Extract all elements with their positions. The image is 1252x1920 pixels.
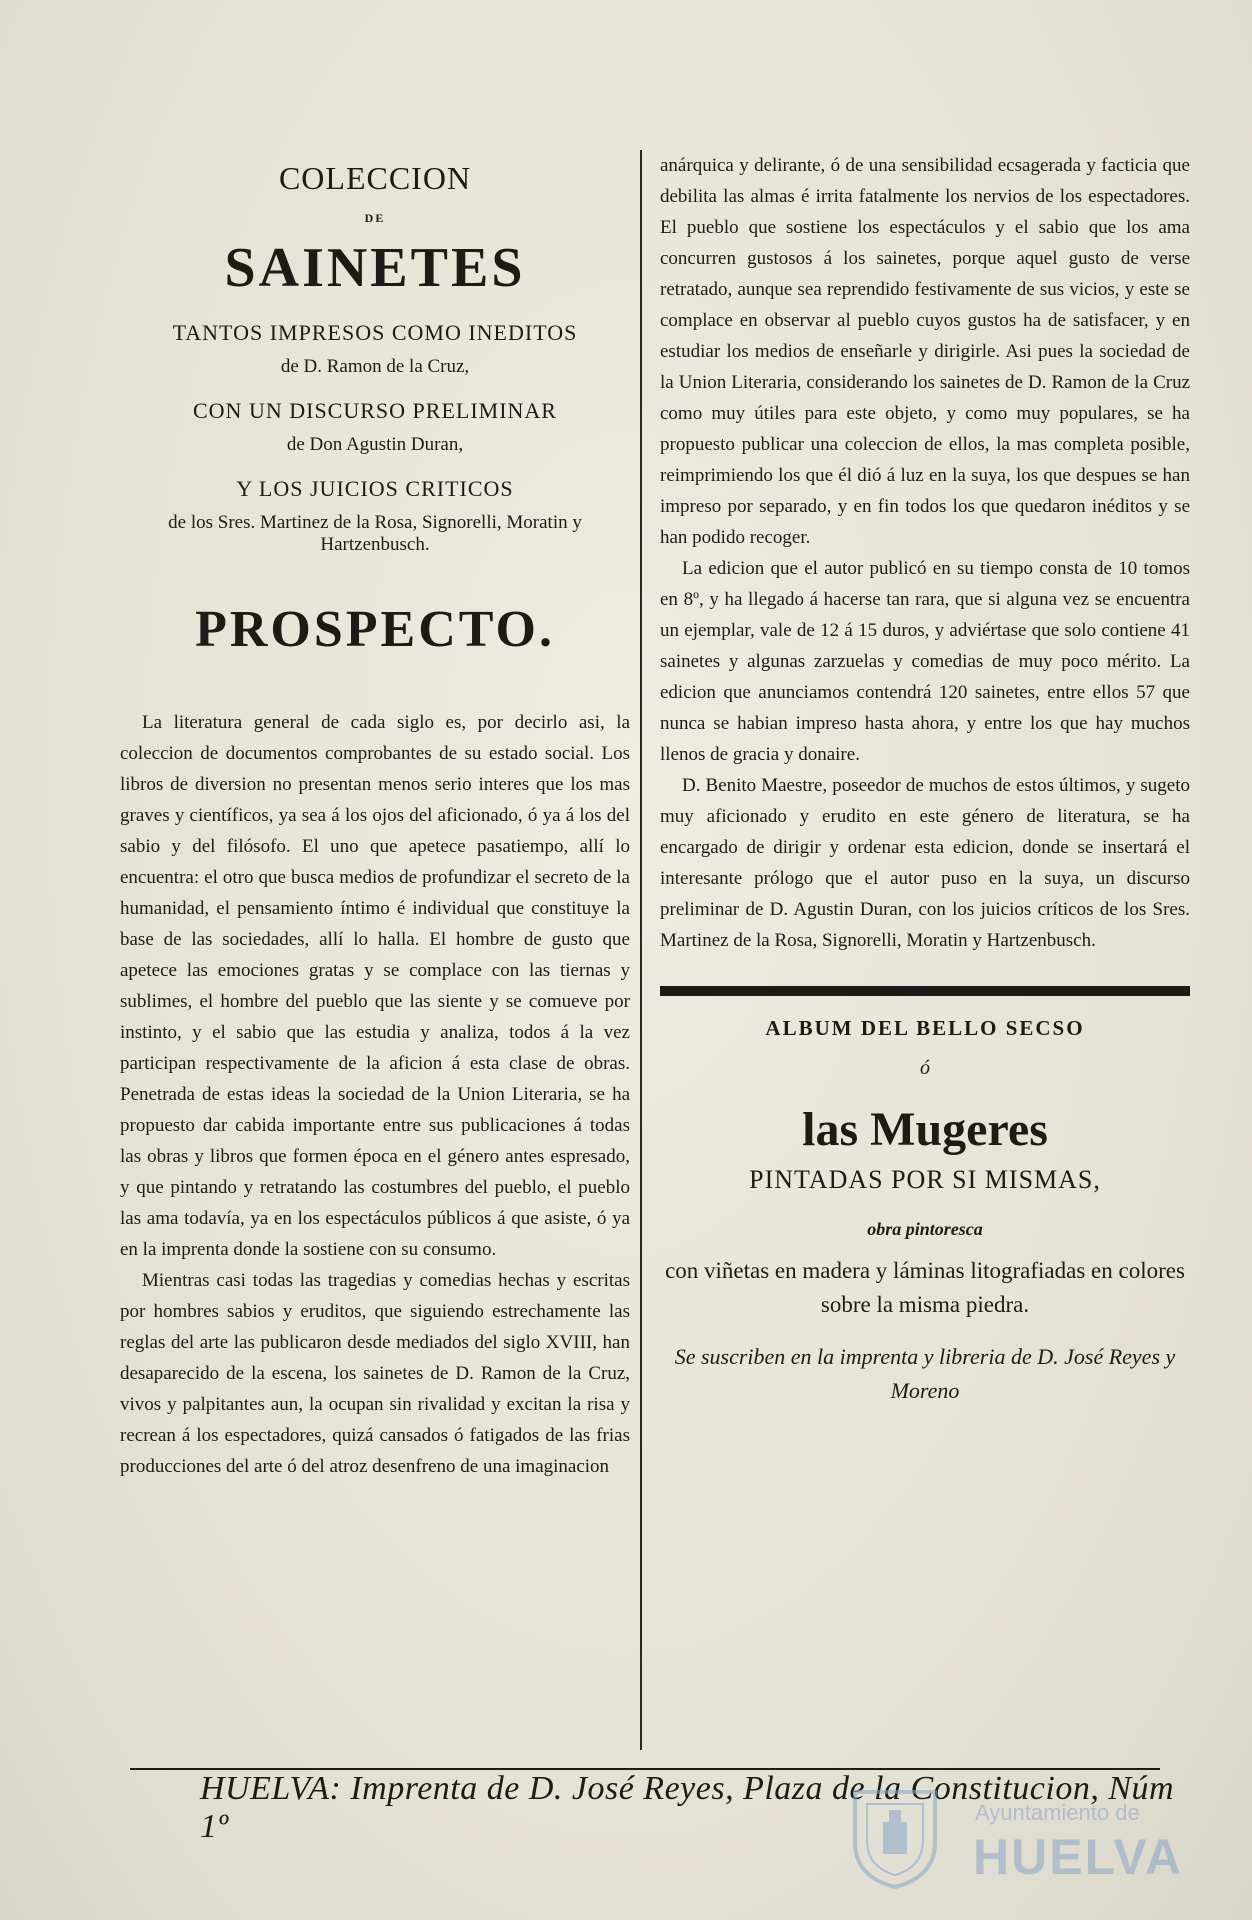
album-obra: obra pintoresca [867, 1219, 983, 1239]
album-title: ALBUM DEL BELLO SECSO [765, 1016, 1085, 1040]
album-o: ó [920, 1057, 930, 1079]
subtitle-ramon: de D. Ramon de la Cruz, [280, 356, 470, 377]
prospecto-paragraph-2: Mientras casi todas las tragedias y comedias hechas y escritas por hombres sabios y eruditos, que siguiendo estrechamente las reglas del arte las publicaron desde mediados del siglo XVIII, han desaparecido de la escena, los sainetes de D. Ramon de la Cruz, vivos y palpitantes aun, la ocupan sin rivalidad y excitan la risa y recrean á los espectadores, quizá cansados ó fatigados de las frias producciones del arte ó del atroz desenfreno de una imaginacion [120, 1270, 630, 1477]
title-de: DE [364, 211, 386, 225]
title-coleccion: COLECCION [278, 160, 472, 196]
album-vinetas: con viñetas en madera y láminas litografiadas en colores sobre la misma piedra. [665, 1258, 1185, 1317]
album-suscriben: Se suscriben en la imprenta y libreria de D. José Reyes y Moreno [674, 1344, 1176, 1403]
ayuntamiento-watermark [845, 1770, 1205, 1900]
subtitle-juicios: Y LOS JUICIOS CRITICOS [236, 476, 514, 501]
prospecto-heading: PROSPECTO. [195, 601, 555, 658]
prospecto-paragraph-1: La literatura general de cada siglo es, por decirlo asi, la coleccion de documentos comprobantes de su estado social. Los libros de diversion no presentan menos serio interes que los mas graves y científicos, ya sea á los ojos del aficionado, ó ya á los del sabio y del filósofo. El uno que apetece pasatiempo, allí lo encuentra: el otro que busca medios de profundizar el secreto de la humanidad, el pensamiento íntimo é individual que constituye la base de las sociedades, allí lo halla. El hombre de gusto que apetece las emociones gratas y se complace con las tiernas y sublimes, el hombre del pueblo que las siente y se comueve por instinto, y el sabio que las estudia y analiza, todos á la vez participan respectivamente de la aficion á esta clase de obras. Penetrada de estas ideas la sociedad de la Union Literaria, se ha propuesto dar cabida importante entre sus publicaciones á todas las obras y libros que formen época en el género antes espresado, y que pintando y retratando las costumbres del pueblo, el pueblo las ama todavía, ya en los espectáculos públicos á que asiste, ó ya en la imprenta donde la sostiene con su consumo. [120, 712, 630, 1260]
album-mugeres: las Mugeres [802, 1103, 1048, 1156]
section-rule-thick [660, 986, 1190, 996]
album-pintadas: PINTADAS POR SI MISMAS, [749, 1165, 1101, 1194]
right-column [660, 150, 1190, 1408]
column-divider [640, 150, 642, 1750]
subtitle-impresos: TANTOS IMPRESOS COMO INEDITOS [172, 320, 578, 345]
subtitle-duran: de Don Agustin Duran, [286, 434, 464, 455]
subtitle-discurso: CON UN DISCURSO PRELIMINAR [193, 398, 557, 423]
city-shield-icon [845, 1782, 945, 1892]
watermark-line-1: Ayuntamiento de [975, 1800, 1140, 1825]
prospecto-paragraph-continued: anárquica y delirante, ó de una sensibilidad ecsagerada y facticia que debilita las almas é irrita fatalmente los nervios de los espectadores. El pueblo que sostiene los espectáculos y el sabio que los ama concurren gustosos á los sainetes, porque aquel gusto de verse retratado, aunque sea reprendido festivamente de sus vicios, y este se complace en observar al pueblo cuyos gustos ha de satisfacer, y en estudiar los medios de enseñarle y dirigirle. Asi pues la sociedad de la Union Literaria, considerando los sainetes de D. Ramon de la Cruz como muy útiles para este objeto, y como muy populares, se ha propuesto publicar una coleccion de ellos, la mas completa posible, reimprimiendo los que él dió á luz en la suya, los que despues se han impreso por separado, y en fin todos los que quedaron inéditos y se han podido recoger. [660, 155, 1190, 548]
watermark-line-2: HUELVA [973, 1829, 1184, 1885]
subtitle-authors: de los Sres. Martinez de la Rosa, Signorelli, Moratin y Hartzenbusch. [168, 512, 582, 555]
edicion-paragraph: La edicion que el autor publicó en su tiempo consta de 10 tomos en 8º, y ha llegado á hacerse tan rara, que si alguna vez se encuentra un ejemplar, vale de 12 á 15 duros, y adviértase que solo contiene 41 sainetes y algunas zarzuelas y comedias de muy poco mérito. La edicion que anunciamos contendrá 120 sainetes, entre ellos 57 que nunca se habian impreso hasta ahora, y entre los que hay muchos llenos de gracia y donaire. [660, 558, 1190, 765]
footer-imprint: HUELVA: Imprenta de D. José Reyes, Plaza de la Constitucion, Núm 1º [200, 1770, 1175, 1845]
title-sainetes: SAINETES [224, 237, 526, 299]
benito-paragraph: D. Benito Maestre, poseedor de muchos de estos últimos, y sugeto muy aficionado y erudito en este género de literatura, se ha encargado de dirigir y ordenar esta edicion, donde se insertará el interesante prólogo que el autor puso en la suya, un discurso preliminar de D. Agustin Duran, con los juicios críticos de los Sres. Martinez de la Rosa, Signorelli, Moratin y Hartzenbusch. [660, 775, 1190, 951]
left-column [120, 150, 630, 1482]
